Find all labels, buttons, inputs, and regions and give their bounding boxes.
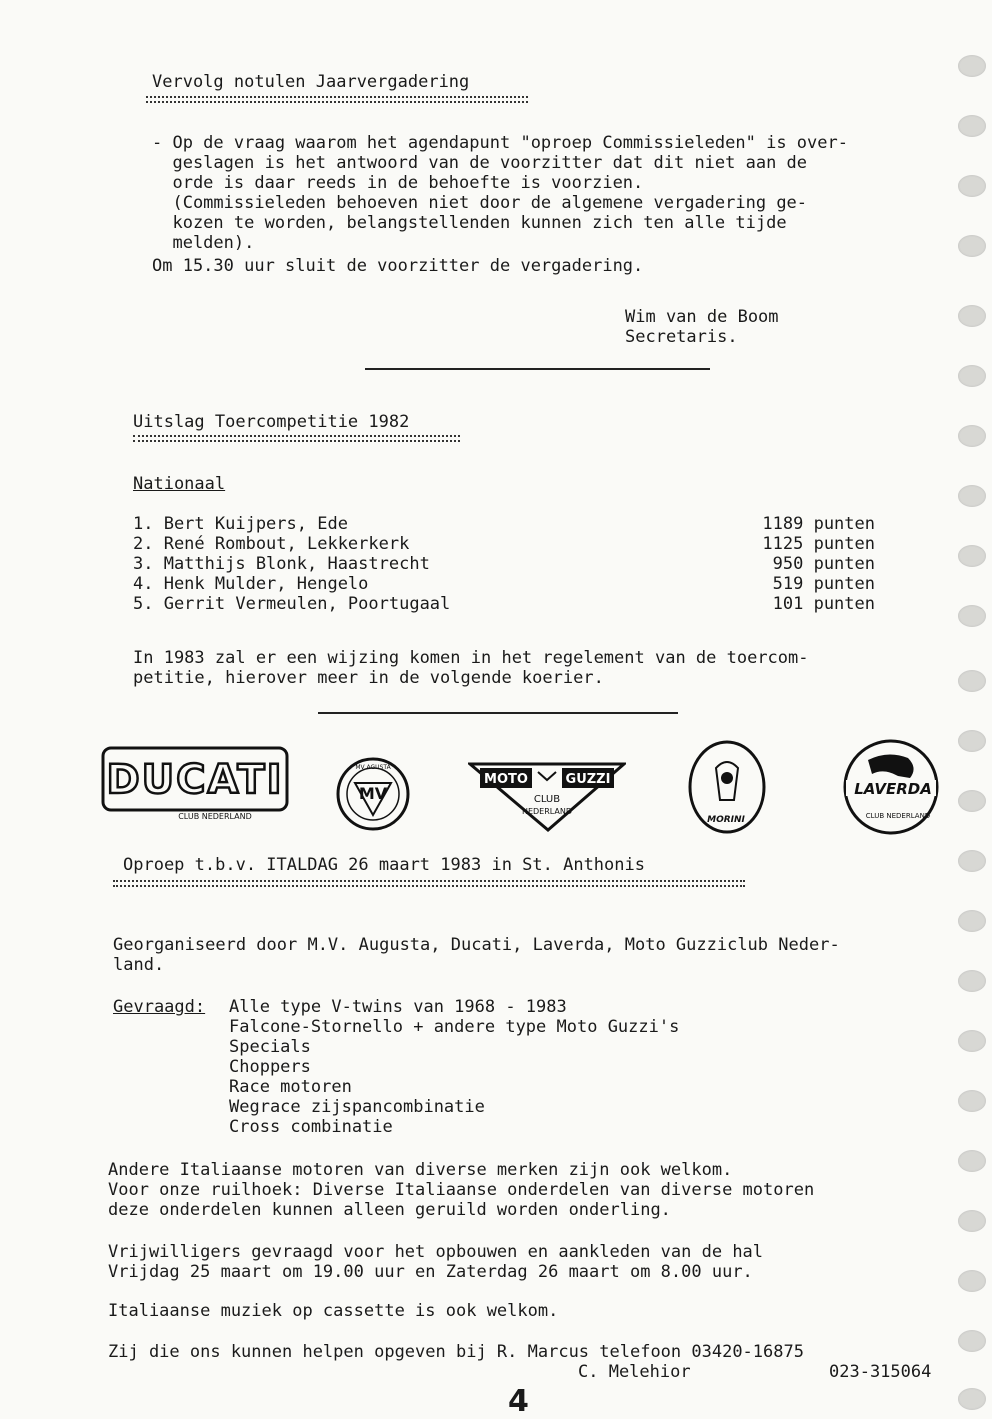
double-underline [146,96,528,103]
andere-line: deze onderdelen kunnen alleen geruild worden onderling. [108,1200,671,1220]
laverda-club-logo [838,738,944,836]
punch-hole [958,850,986,872]
punch-hole [958,1150,986,1172]
punch-hole [958,910,986,932]
andere-line: Andere Italiaanse motoren van diverse merken zijn ook welkom. [108,1160,733,1180]
punch-hole [958,730,986,752]
laverda-logo-sub: CLUB NEDERLAND [865,812,931,820]
punch-hole [958,305,986,327]
punch-hole [958,1330,986,1352]
list-item: Alle type V-twins van 1968 - 1983 [229,997,567,1017]
gevraagd-label: Gevraagd: [113,997,206,1017]
ducati-club-logo [100,745,290,820]
list-item: Choppers [229,1057,311,1077]
laverda-logo-text: LAVERDA [854,780,932,798]
signature-name: Wim van de Boom [625,307,779,327]
punch-hole [958,545,986,567]
list-item: Wegrace zijspancombinatie [229,1097,485,1117]
page-number: 4 [508,1384,529,1419]
uitslag-note: In 1983 zal er een wijzing komen in het regelement van de toercom- [133,648,809,668]
punch-hole [958,425,986,447]
section-rule [318,712,678,714]
section-title: Vervolg notulen Jaarvergadering [152,72,470,92]
guzzi-logo-club: CLUB [533,794,561,805]
double-underline [113,880,745,887]
notulen-paragraph [152,133,848,253]
result-score: 1189 punten [762,514,875,534]
uitslag-title: Uitslag Toercompetitie 1982 [133,412,410,432]
punch-hole [958,55,986,77]
signature-title: Secretaris. [625,327,738,347]
paragraph-line: - Op de vraag waarom het agendapunt "oproep Commissieleden" is over- [152,133,848,153]
paragraph-line: kozen te worden, belangstellenden kunnen zich ten alle tijde [152,213,787,233]
punch-hole [958,1210,986,1232]
svg-text:MV: MV [358,784,388,803]
paragraph-line: geslagen is het antwoord van de voorzitter dat dit niet aan de [152,153,808,173]
guzzi-logo-ned: NEDERLAND [521,807,573,816]
punch-hole [958,365,986,387]
punch-hole [958,605,986,627]
list-item: Falcone-Stornello + andere type Moto Guzzi's [229,1017,680,1037]
result-score: 101 punten [772,594,875,614]
vrijwilligers-line: Vrijwilligers gevraagd voor het opbouwen en aankleden van de hal [108,1242,764,1262]
punch-hole [958,670,986,692]
andere-line: Voor onze ruilhoek: Diverse Italiaanse onderdelen van diverse motoren [108,1180,815,1200]
contact-name: C. Melehior [578,1362,691,1382]
morini-club-logo [686,738,768,836]
double-underline [133,435,460,442]
guzzi-logo-left: MOTO [484,772,528,787]
result-name: 2. René Rombout, Lekkerkerk [133,534,410,554]
paragraph-line: melden). [152,233,255,253]
guzzi-logo-right: GUZZI [565,772,611,787]
result-name: 1. Bert Kuijpers, Ede [133,514,348,534]
punch-hole [958,485,986,507]
punch-hole [958,115,986,137]
closing-line: Om 15.30 uur sluit de voorzitter de vergadering. [152,256,644,276]
moto-guzzi-club-logo [468,760,626,832]
signature-rule [365,368,710,370]
punch-hole [958,970,986,992]
muziek-line: Italiaanse muziek op cassette is ook welkom. [108,1301,559,1321]
organised-line: land. [113,955,165,975]
uitslag-subtitle: Nationaal [133,474,226,494]
contact-line: Zij die ons kunnen helpen opgeven bij R. Marcus telefoon 03420-16875 [108,1342,804,1362]
result-name: 5. Gerrit Vermeulen, Poortugaal [133,594,451,614]
result-score: 950 punten [772,554,875,574]
list-item: Cross combinatie [229,1117,393,1137]
mv-logo-text: MV AGUSTA [355,764,391,771]
punch-hole [958,1090,986,1112]
oproep-title: Oproep t.b.v. ITALDAG 26 maart 1983 in St. Anthonis [123,855,645,875]
punch-hole [958,1388,986,1410]
paragraph-line: orde is daar reeds in de behoefte is voorzien. [152,173,644,193]
vrijwilligers-line: Vrijdag 25 maart om 19.00 uur en Zaterdag 26 maart om 8.00 uur. [108,1262,753,1282]
result-score: 1125 punten [762,534,875,554]
uitslag-note: petitie, hierover meer in de volgende koerier. [133,668,604,688]
mv-agusta-logo [333,755,413,833]
ducati-logo-sub: CLUB NEDERLAND [178,812,252,820]
result-name: 3. Matthijs Blonk, Haastrecht [133,554,430,574]
punch-hole [958,1030,986,1052]
morini-logo-text: MORINI [707,815,745,825]
list-item: Race motoren [229,1077,352,1097]
ducati-logo-text: DUCATI [106,757,284,803]
punch-hole [958,1270,986,1292]
result-score: 519 punten [772,574,875,594]
contact-phone: 023-315064 [829,1362,932,1382]
punch-hole [958,235,986,257]
paragraph-line: (Commissieleden behoeven niet door de algemene vergadering ge- [152,193,808,213]
result-name: 4. Henk Mulder, Hengelo [133,574,369,594]
organised-line: Georganiseerd door M.V. Augusta, Ducati, Laverda, Moto Guzziclub Neder- [113,935,840,955]
punch-hole [958,175,986,197]
punch-hole [958,790,986,812]
list-item: Specials [229,1037,311,1057]
